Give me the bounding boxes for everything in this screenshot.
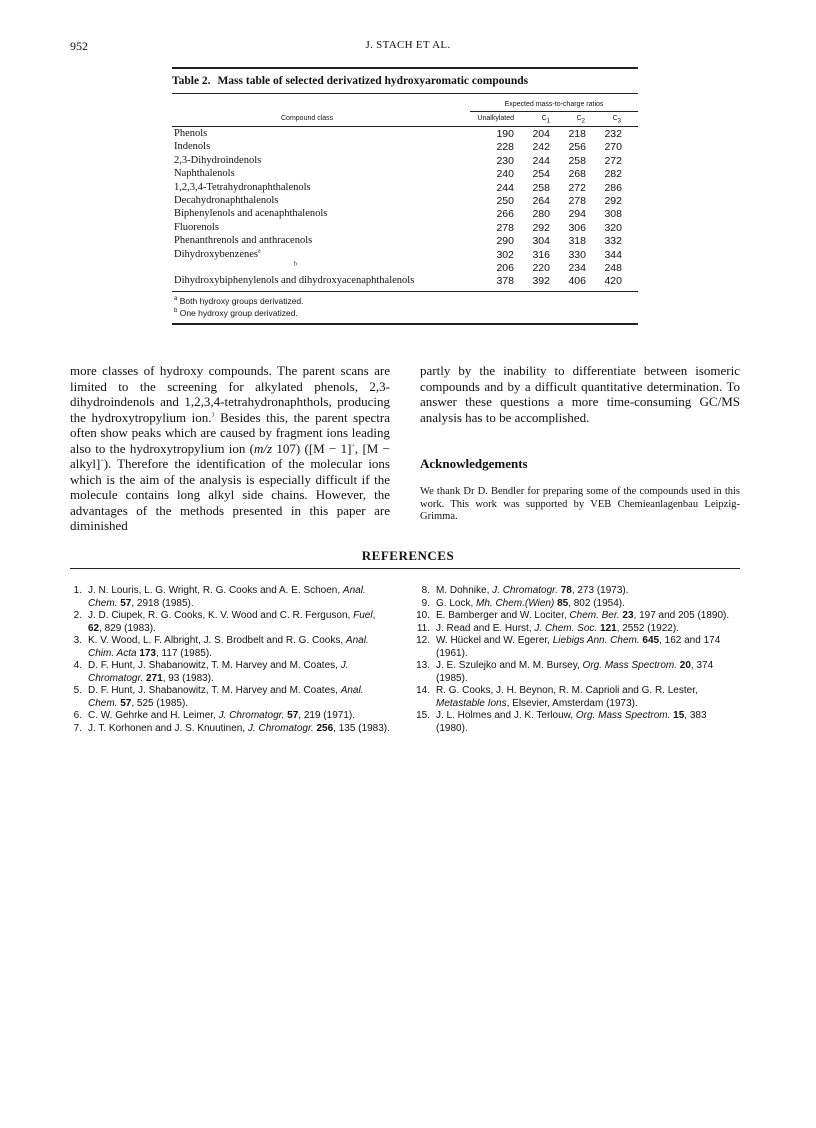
- table-cell: 242: [532, 141, 550, 154]
- table-cell: 286: [604, 181, 622, 194]
- table-cell: 272: [568, 181, 586, 194]
- reference-item: 14. R. G. Cooks, J. H. Beynon, R. M. Caprioli and G. R. Lester, Metastable Ions, Elsevier, Amsterdam (1973).: [416, 685, 698, 709]
- column-header-rule: [172, 126, 638, 127]
- table-top-rule: [172, 67, 638, 69]
- table-cell: 204: [532, 128, 550, 140]
- reference-item: 12. W. Hückel and W. Egerer, Liebigs Ann. Chem. 645, 162 and 174 (1961).: [416, 635, 721, 659]
- table-row-name: Naphthalenols: [174, 168, 235, 180]
- table-caption: [172, 75, 528, 87]
- running-head: J. STACH ET AL.: [365, 39, 451, 51]
- reference-item: 15. J. L. Holmes and J. K. Terlouw, Org. Mass Spectrom. 15, 383 (1980).: [416, 710, 707, 734]
- expected-header: Expected mass-to-charge ratios: [504, 101, 604, 108]
- table-cell: 250: [496, 195, 514, 207]
- reference-item: 8. M. Dohnike, J. Chromatogr. 78, 273 (1973).: [421, 585, 629, 596]
- table-cell: 302: [496, 248, 514, 261]
- table-cell: 406: [568, 275, 586, 288]
- table-cell: 268: [568, 168, 586, 181]
- table-cell: 206: [496, 262, 514, 274]
- table-cell: 378: [496, 275, 514, 288]
- table-row-name: 1,2,3,4-Tetrahydronaphthalenols: [174, 181, 311, 193]
- reference-item: 11. J. Read and E. Hurst, J. Chem. Soc. 121, 2552 (1922).: [416, 622, 679, 634]
- table-cell: 318: [568, 235, 586, 248]
- column-header-c1: $C_1$: [541, 115, 550, 125]
- table-cell: 266: [496, 208, 514, 221]
- reference-item: 1. J. N. Louris, L. G. Wright, R. G. Cooks and A. E. Schoen, Anal. Chem. 57, 2918 (1985).: [73, 585, 366, 609]
- reference-item: 13. J. E. Szulejko and M. M. Bursey, Org. Mass Spectrom. 20, 374 (1985).: [416, 660, 714, 684]
- reference-item: 3. K. V. Wood, L. F. Albright, J. S. Brodbelt and R. G. Cooks, Anal. Chim. Acta 173, 117 (1985).: [73, 635, 369, 659]
- body-right-column: [420, 363, 740, 425]
- table-label: Table 2.: [172, 75, 211, 87]
- table-cell: 248: [604, 262, 622, 274]
- acknowledgements-text: We thank Dr D. Bendler for preparing some of the compounds used in this work. This work was supported by VEB Chemieanlagenbau Leipzig-Grimma.: [420, 486, 740, 522]
- table-row-name: 2,3-Dihydroindenols: [174, 154, 262, 166]
- body-left-column: [70, 363, 390, 534]
- table-cell: 244: [532, 154, 550, 167]
- table-cell: 292: [532, 221, 550, 234]
- table-cell: 228: [496, 141, 514, 154]
- table-cell: 308: [604, 208, 622, 221]
- column-header-compound-class: Compound class: [281, 115, 334, 122]
- table-cell: 230: [496, 154, 514, 167]
- table-cell: 278: [496, 221, 514, 234]
- table-cell: 306: [568, 221, 586, 234]
- table-cell: 254: [532, 168, 550, 181]
- table-cell: 258: [568, 154, 586, 167]
- table-cell: 290: [496, 235, 514, 248]
- table-cell: 190: [496, 128, 514, 140]
- table-row-name: Indenols: [174, 141, 211, 153]
- column-header-c2: $C_2$: [576, 115, 585, 125]
- column-header-unalkylated: Unalkylated: [477, 115, 514, 122]
- reference-item: 7. J. T. Korhonen and J. S. Knuutinen, J. Chromatogr. 256, 135 (1983).: [73, 722, 390, 734]
- reference-item: 2. J. D. Ciupek, R. G. Cooks, K. V. Wood and C. R. Ferguson, Fuel, 62, 829 (1983).: [73, 610, 376, 634]
- table-cell: 234: [568, 262, 586, 274]
- table-cell: 344: [604, 248, 622, 261]
- table-cell: 256: [568, 141, 586, 154]
- table-bottom-rule: [172, 291, 638, 292]
- table-caption-rule: [172, 93, 638, 94]
- table-row-name: b: [294, 261, 297, 268]
- table-row-name: Dihydroxybiphenylenols and dihydroxyacenaphthalenols: [174, 275, 415, 287]
- reference-item: 9. G. Lock, Mh. Chem.(Wien) 85, 802 (1954).: [421, 597, 625, 609]
- table-cell: 218: [568, 128, 586, 140]
- table-cell: 232: [604, 128, 622, 140]
- table-row-name: Phenols: [174, 128, 208, 139]
- page-number: 952: [70, 39, 88, 53]
- table-cell: 258: [532, 181, 550, 194]
- table-cell: 392: [532, 275, 550, 288]
- table-footnote-a: $^a$ Both hydroxy groups derivatized.: [174, 296, 304, 306]
- table-end-rule: [172, 323, 638, 325]
- expected-header-rule: [470, 111, 638, 112]
- table-cell: 240: [496, 168, 514, 181]
- table-cell: 320: [604, 221, 622, 234]
- table-title: Mass table of selected derivatized hydroxyaromatic compounds: [217, 75, 529, 87]
- table-cell: 304: [532, 235, 550, 248]
- table-cell: 272: [604, 154, 622, 167]
- table-row-name: Fluorenols: [174, 221, 219, 233]
- table-row-name: Phenanthrenols and anthracenols: [174, 235, 313, 247]
- table-cell: 278: [568, 195, 586, 207]
- table-cell: 420: [604, 275, 622, 288]
- table-cell: 244: [496, 181, 514, 194]
- table-cell: 292: [604, 195, 622, 207]
- table-cell: 330: [568, 248, 586, 261]
- table-cell: 282: [604, 168, 622, 181]
- table-row-name: Dihydroxybenzenes$^a$: [174, 248, 261, 260]
- table-cell: 264: [532, 195, 550, 207]
- reference-item: 10. E. Bamberger and W. Lociter, Chem. Ber. 23, 197 and 205 (1890).: [416, 610, 730, 621]
- table-cell: 270: [604, 141, 622, 154]
- reference-item: 5. D. F. Hunt, J. Shabanowitz, T. M. Harvey and M. Coates, Anal. Chem. 57, 525 (1985).: [73, 685, 364, 709]
- table-cell: 316: [532, 248, 550, 261]
- references-rule: [70, 568, 740, 569]
- reference-item: 4. D. F. Hunt, J. Shabanowitz, T. M. Harvey and M. Coates, J. Chromatogr. 271, 93 (1983).: [73, 660, 349, 684]
- references-heading: REFERENCES: [361, 548, 455, 563]
- reference-item: 6. C. W. Gehrke and H. Leimer, J. Chromatogr. 57, 219 (1971).: [73, 710, 355, 721]
- column-header-c3: $C_3$: [612, 115, 621, 125]
- table-cell: 294: [568, 208, 586, 221]
- table-cell: 220: [532, 262, 550, 274]
- table-footnote-b: $^b$ One hydroxy group derivatized.: [174, 308, 298, 318]
- table-row-name: Biphenylenols and acenaphthalenols: [174, 208, 328, 220]
- table-row-name: Decahydronaphthalenols: [174, 195, 279, 206]
- table-cell: 280: [532, 208, 550, 221]
- acknowledgements-heading: Acknowledgements: [420, 456, 528, 471]
- table-cell: 332: [604, 235, 622, 248]
- body-paragraph-right: partly by the inability to differentiate between isomeric compounds and by a difficult quantitative determination. To answer these questions a more time-consuming GC/MS analysis has to be accomplished.: [420, 363, 740, 425]
- body-paragraph-left: more classes of hydroxy compounds. The parent scans are limited to the screening for alkylated phenols, 2,3-dihydroindenols and 1,2,3,4-tetrahydronaphthols, producing the hydroxytropylium ion.$^3$ Besides this, the parent spectra often show peaks which are caused by fragment ions leading also to the hydroxytropylium ion (m/z 107) ([M − 1]+, [M − alkyl]+). Therefore the identification of the molecular ions which is the aim of the analysis is especially difficult if the molecule contains long alkyl side chains. However, the advantages of the methods presented in this paper are diminished: [70, 363, 390, 533]
